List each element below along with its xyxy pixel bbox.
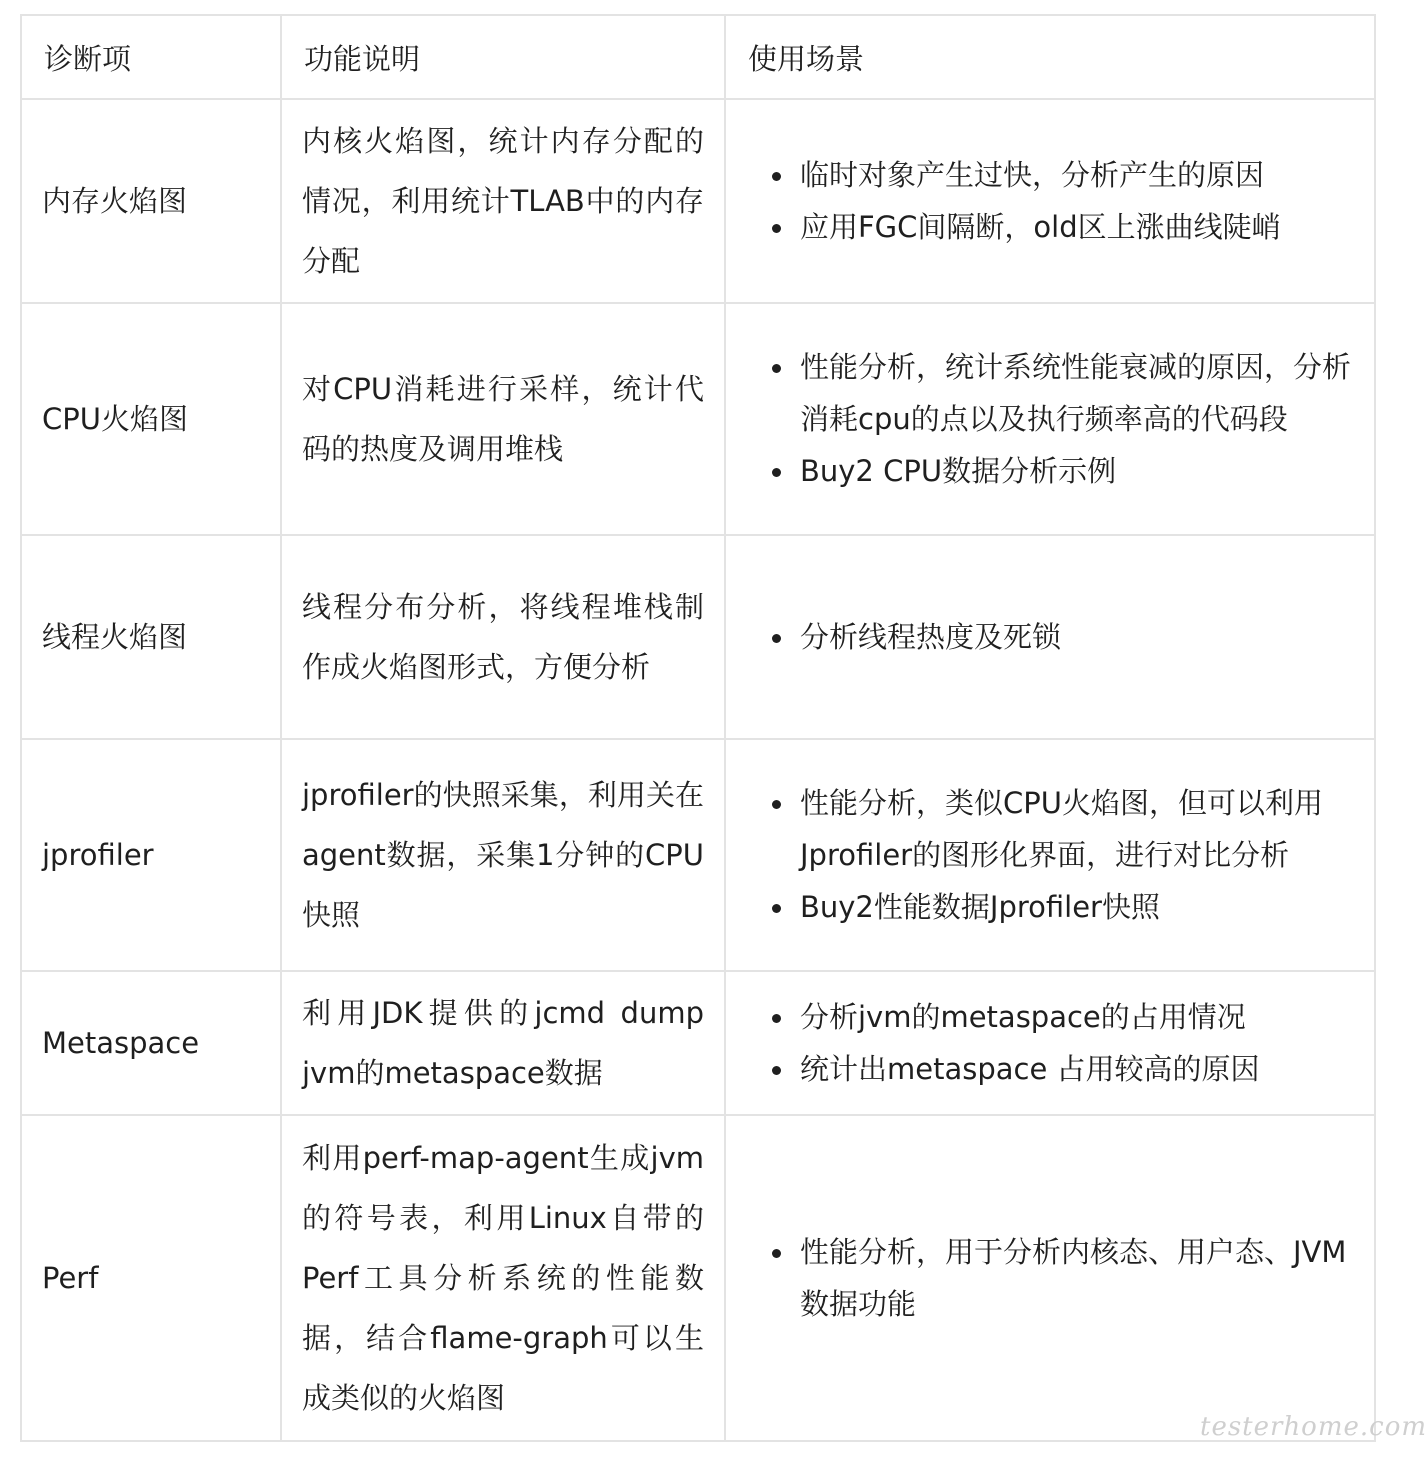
header-usage-scenario: 使用场景 <box>725 15 1375 99</box>
scene-item: Buy2性能数据Jprofiler快照 <box>800 881 1354 933</box>
row-scenes <box>725 971 1375 1115</box>
scene-list <box>746 1226 1354 1330</box>
scene-item: 性能分析，用于分析内核态、用户态、JVM数据功能 <box>800 1226 1354 1330</box>
row-scenes <box>725 303 1375 535</box>
row-description: 对CPU消耗进行采样，统计代码的热度及调用堆栈 <box>281 303 725 535</box>
row-scenes <box>725 739 1375 971</box>
row-scenes <box>725 99 1375 303</box>
row-item: 线程火焰图 <box>21 535 281 739</box>
table-header-row <box>21 15 1375 99</box>
table-row <box>21 739 1375 971</box>
table-row <box>21 303 1375 535</box>
scene-list <box>746 149 1354 253</box>
scene-item: 分析线程热度及死锁 <box>800 611 1354 663</box>
scene-item: 分析jvm的metaspace的占用情况 <box>800 991 1354 1043</box>
row-item: Metaspace <box>21 971 281 1115</box>
row-item: CPU火焰图 <box>21 303 281 535</box>
scene-item: 性能分析，统计系统性能衰减的原因，分析消耗cpu的点以及执行频率高的代码段 <box>800 341 1354 445</box>
row-item: 内存火焰图 <box>21 99 281 303</box>
scene-item: Buy2 CPU数据分析示例 <box>800 445 1354 497</box>
row-scenes <box>725 535 1375 739</box>
table-row <box>21 535 1375 739</box>
scene-list <box>746 611 1354 663</box>
row-description: jprofiler的快照采集，利用关在agent数据，采集1分钟的CPU快照 <box>281 739 725 971</box>
watermark: testerhome.com <box>1200 1412 1427 1442</box>
scene-list <box>746 341 1354 497</box>
scene-list <box>746 991 1354 1095</box>
row-description: 线程分布分析，将线程堆栈制作成火焰图形式，方便分析 <box>281 535 725 739</box>
scene-item: 性能分析，类似CPU火焰图，但可以利用Jprofiler的图形化界面，进行对比分析 <box>800 777 1354 881</box>
row-item: jprofiler <box>21 739 281 971</box>
row-scenes <box>725 1115 1375 1441</box>
header-function-description: 功能说明 <box>281 15 725 99</box>
row-item: Perf <box>21 1115 281 1441</box>
scene-item: 应用FGC间隔断，old区上涨曲线陡峭 <box>800 201 1354 253</box>
table-row <box>21 971 1375 1115</box>
scene-item: 临时对象产生过快，分析产生的原因 <box>800 149 1354 201</box>
table-row <box>21 99 1375 303</box>
diagnostics-table <box>20 14 1376 1442</box>
header-diagnostic-item: 诊断项 <box>21 15 281 99</box>
table-row <box>21 1115 1375 1441</box>
scene-list <box>746 777 1354 933</box>
row-description: 内核火焰图，统计内存分配的情况，利用统计TLAB中的内存分配 <box>281 99 725 303</box>
row-description: 利用JDK提供的jcmd dump jvm的metaspace数据 <box>281 971 725 1115</box>
scene-item: 统计出metaspace 占用较高的原因 <box>800 1043 1354 1095</box>
row-description: 利用perf-map-agent生成jvm的符号表，利用Linux自带的Perf工具分析系统的性能数据，结合flame-graph可以生成类似的火焰图 <box>281 1115 725 1441</box>
